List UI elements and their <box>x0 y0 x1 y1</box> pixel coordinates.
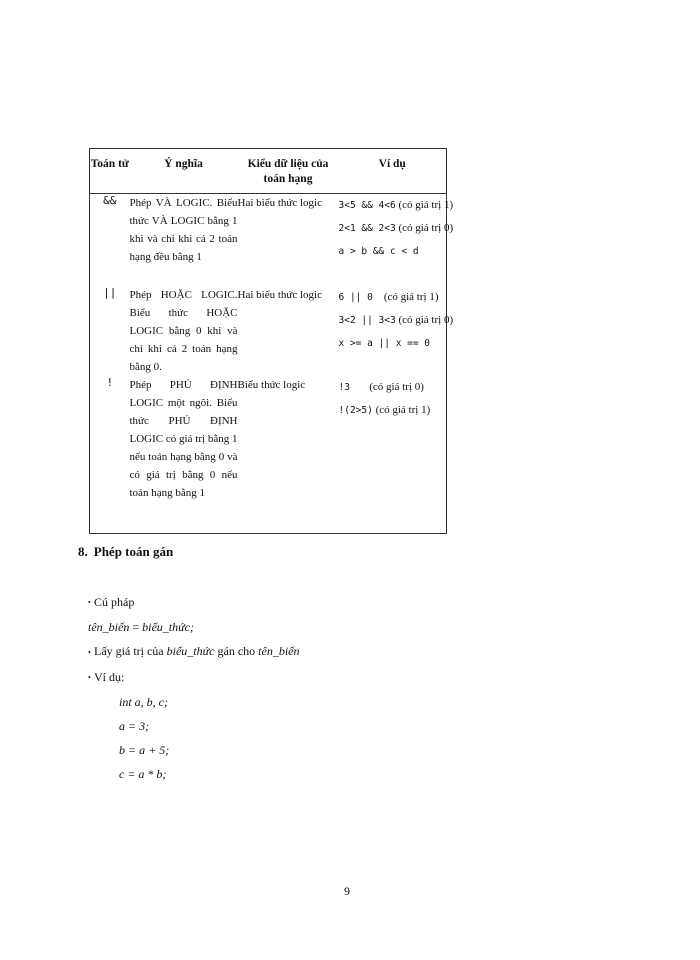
assignment-content <box>88 590 300 786</box>
example-label: Ví dụ: <box>94 669 125 684</box>
bullet-icon: • <box>88 647 91 657</box>
syntax-line <box>88 615 300 639</box>
desc-expression: biểu_thức <box>166 644 215 659</box>
header-meaning: Ý nghĩa <box>130 149 238 194</box>
section-title: Phép toán gán <box>93 544 174 559</box>
example-code: 3<5 && 4<6 <box>338 200 396 211</box>
operator-not: ! <box>106 375 114 389</box>
meaning-not: Phép PHỦ ĐỊNH LOGIC một ngôi. Biểu thức PHỦ ĐỊNH LOGIC có giá trị bằng 1 nếu toán hạng bằng 0 và có giá trị bằng 0 nếu toán hạng bằng 1 <box>129 378 238 499</box>
example-code: a > b && c < d <box>338 246 419 257</box>
example-code: 2<1 && 2<3 <box>338 223 396 234</box>
example-note: (có giá trị 0) <box>369 380 424 393</box>
example-code: 3<2 || 3<3 <box>338 314 396 326</box>
type-or: Hai biểu thức logic <box>237 288 322 301</box>
type-and: Hai biểu thức logic <box>237 197 322 209</box>
example-note: (có giá trị 1) <box>383 290 439 303</box>
example-code: 6 || 0 <box>338 291 373 303</box>
example-code: !(2>5) <box>338 404 373 416</box>
syntax-equals: = <box>129 620 143 635</box>
operator-and: && <box>103 194 117 207</box>
example-note: (có giá trị 0) <box>398 313 454 326</box>
syntax-expression: biểu_thức; <box>142 620 194 635</box>
header-example: Ví dụ <box>339 149 447 194</box>
section-heading <box>78 544 173 560</box>
list-item <box>88 590 300 615</box>
syntax-variable: tên_biến <box>88 620 130 635</box>
examples-and <box>338 194 454 286</box>
code-line-text: int a, b, c; <box>119 694 168 709</box>
code-example <box>88 690 300 786</box>
table-row <box>90 376 447 534</box>
table-row <box>90 194 447 286</box>
code-line <box>119 714 300 738</box>
code-line-text: a = 3; <box>119 718 150 733</box>
type-not: Biểu thức logic <box>237 378 306 391</box>
examples-or <box>338 286 454 376</box>
example-note: (có giá trị 0) <box>398 222 454 234</box>
code-line <box>119 738 300 762</box>
desc-prefix: Lấy giá trị của <box>94 644 167 659</box>
meaning-or: Phép HOẶC LOGIC. Biểu thức HOẶC LOGIC bằng 0 khi và chỉ khi cả 2 toán hạng bằng 0. <box>129 288 238 373</box>
list-item <box>88 639 300 664</box>
examples-not <box>339 376 447 534</box>
bullet-icon: • <box>88 598 91 608</box>
logical-operators-table <box>89 148 454 534</box>
example-code: x >= a || x == 0 <box>338 337 431 349</box>
code-line-text: c = a * b; <box>119 766 167 781</box>
section-number: 8. <box>78 544 88 559</box>
code-line <box>119 690 300 714</box>
meaning-and: Phép VÀ LOGIC. Biểu thức VÀ LOGIC bằng 1 khi và chỉ khi cả 2 toán hạng đều bằng 1 <box>129 197 238 263</box>
desc-variable: tên_biến <box>258 644 300 659</box>
operator-or: || <box>103 285 117 299</box>
example-code: !3 <box>338 381 350 393</box>
header-operator: Toán tử <box>90 149 130 194</box>
syntax-label: Cú pháp <box>94 595 135 609</box>
example-note: (có giá trị 1) <box>375 403 431 416</box>
bullet-icon: • <box>88 672 91 682</box>
table-header-row <box>90 149 447 194</box>
code-line <box>119 762 300 786</box>
list-item <box>88 665 300 690</box>
code-line-text: b = a + 5; <box>119 742 170 757</box>
example-note: (có giá trị 1) <box>398 199 454 211</box>
page-number: 9 <box>344 884 350 898</box>
desc-middle: gán cho <box>214 644 259 659</box>
table-row <box>90 286 447 376</box>
header-data-type: Kiểu dữ liệu của toán hạng <box>238 149 339 194</box>
